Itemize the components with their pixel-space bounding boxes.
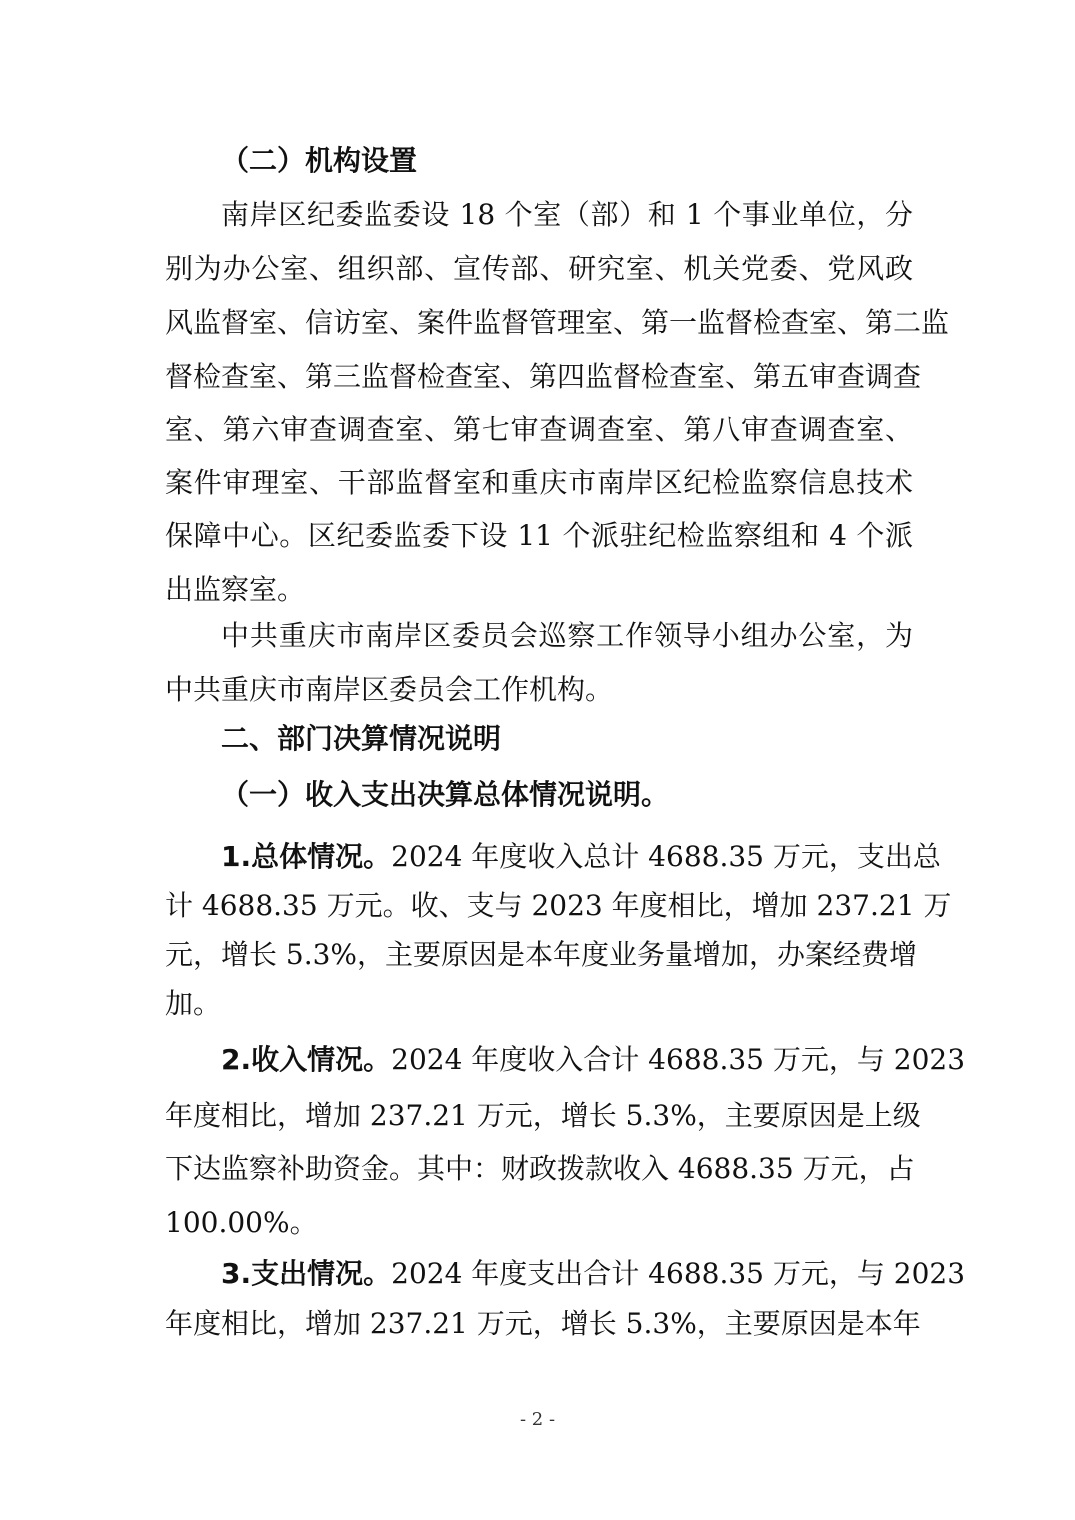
item-text: 2024 年度收入合计 4688.35 万元，与 2023 — [391, 1043, 966, 1076]
text-line: 100.00%。 — [165, 1206, 318, 1239]
text-line: 出监察室。 — [165, 573, 306, 606]
item-text: 2024 年度收入总计 4688.35 万元，支出总 — [391, 840, 941, 873]
text-line: 中共重庆市南岸区委员会巡察工作领导小组办公室，为 — [221, 619, 913, 652]
text-line: 年度相比，增加 237.21 万元，增长 5.3%，主要原因是上级 — [165, 1099, 921, 1132]
text-line: 加。 — [165, 987, 222, 1020]
heading-org-structure: （二）机构设置 — [221, 144, 418, 177]
heading-section-2: 二、部门决算情况说明 — [221, 722, 502, 755]
text-line — [221, 1257, 966, 1291]
item-text: 2024 年度支出合计 4688.35 万元，与 2023 — [391, 1257, 966, 1290]
text-line: 下达监察补助资金。其中：财政拨款收入 4688.35 万元，占 — [165, 1152, 915, 1185]
item-label: 3.支出情况。 — [221, 1257, 392, 1290]
text-line: 别为办公室、组织部、宣传部、研究室、机关党委、党风政 — [165, 252, 913, 285]
text-line: 计 4688.35 万元。收、支与 2023 年度相比，增加 237.21 万 — [165, 889, 952, 922]
text-line: 保障中心。区纪委监委下设 11 个派驻纪检监察组和 4 个派 — [165, 519, 913, 552]
page-number: - 2 - — [519, 1409, 556, 1430]
text-line: 风监督室、信访室、案件监督管理室、第一监督检查室、第二监 — [165, 306, 950, 339]
item-label: 2.收入情况。 — [221, 1043, 392, 1076]
text-line: 案件审理室、干部监督室和重庆市南岸区纪检监察信息技术 — [165, 466, 913, 499]
text-line — [221, 1043, 966, 1077]
text-line: 中共重庆市南岸区委员会工作机构。 — [165, 673, 614, 706]
text-line: 室、第六审查调查室、第七审查调查室、第八审查调查室、 — [165, 413, 913, 446]
text-line: 南岸区纪委监委设 18 个室（部）和 1 个事业单位，分 — [221, 198, 913, 231]
text-line: 元，增长 5.3%，主要原因是本年度业务量增加，办案经费增 — [165, 938, 918, 971]
text-line — [221, 840, 941, 874]
heading-sub-1: （一）收入支出决算总体情况说明。 — [221, 778, 670, 811]
text-line: 年度相比，增加 237.21 万元，增长 5.3%，主要原因是本年 — [165, 1307, 921, 1340]
text-line: 督检查室、第三监督检查室、第四监督检查室、第五审查调查 — [165, 360, 922, 393]
item-label: 1.总体情况。 — [221, 840, 392, 873]
